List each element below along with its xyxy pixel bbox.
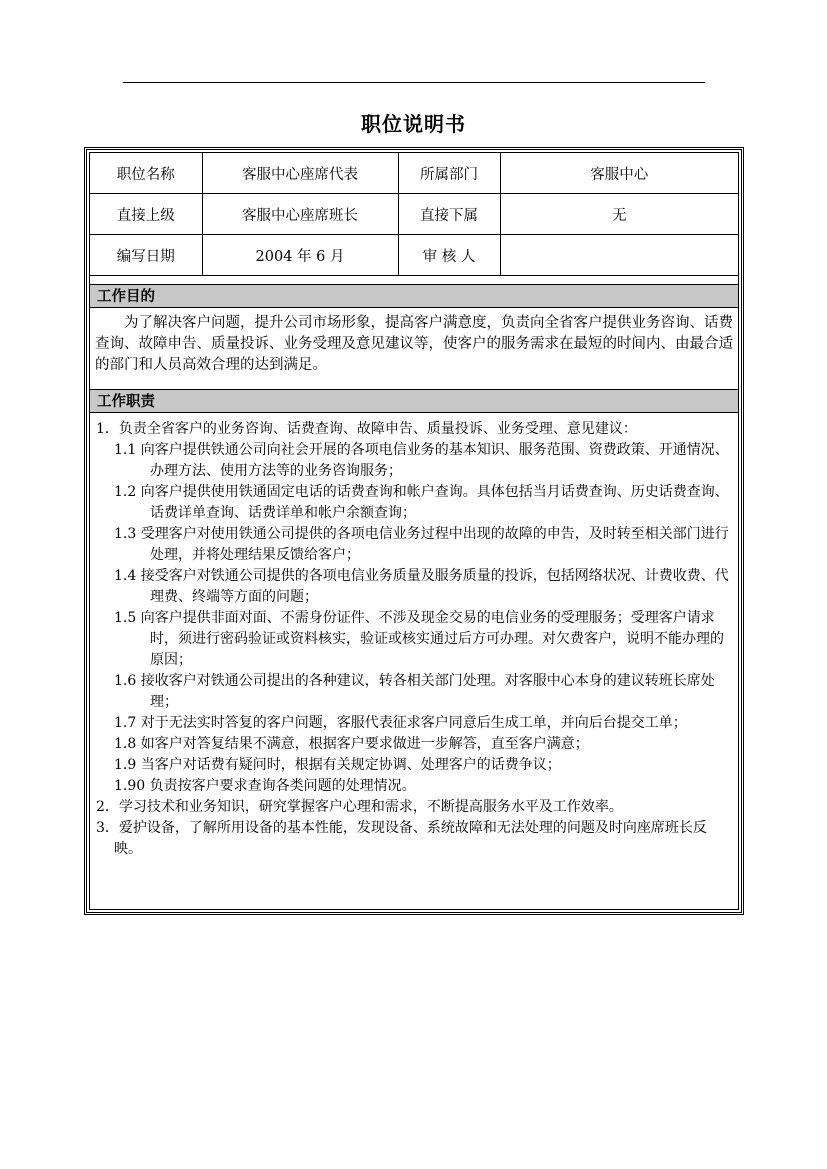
duty-item: 1.5 向客户提供非面对面、不需身份证件、不涉及现金交易的电信业务的受理服务；受理客户请求时，须进行密码验证或资料核实，验证或核实通过后方可办理。对欠费客户，说明不能办理的原因； <box>114 610 724 668</box>
purpose-heading: 工作目的 <box>90 284 738 308</box>
duty-item: 1.4 接受客户对铁通公司提供的各项电信业务质量及服务质量的投诉，包括网络状况、计费收费、代理费、终端等方面的问题； <box>114 568 729 605</box>
info-row-2 <box>90 194 738 235</box>
written-date-value: 2004 年 6 月 <box>202 235 398 276</box>
position-name-label: 职位名称 <box>90 153 202 194</box>
info-row-1 <box>90 153 738 194</box>
direct-superior-label: 直接上级 <box>90 194 202 235</box>
duty-item: 1.7 对于无法实时答复的客户问题，客服代表征求客户同意后生成工单，并向后台提交工单； <box>114 715 687 731</box>
direct-superior-value: 客服中心座席班长 <box>202 194 398 235</box>
duty-item: 1．负责全省客户的业务咨询、话费查询、故障申告、质量投诉、业务受理、意见建议： <box>96 421 637 437</box>
reviewer-value <box>500 235 738 276</box>
position-name-value: 客服中心座席代表 <box>202 153 398 194</box>
duty-item: 1.9 当客户对话费有疑问时，根据有关规定协调、处理客户的话费争议； <box>114 757 561 773</box>
duty-item: 1.6 接收客户对铁通公司提出的各种建议，转各相关部门处理。对客服中心本身的建议转班长席处理； <box>114 673 715 710</box>
frame-inner-border <box>89 152 739 910</box>
department-label: 所属部门 <box>398 153 500 194</box>
purpose-text: 为了解决客户问题，提升公司市场形象，提高客户满意度，负责向全省客户提供业务咨询、话费查询、故障申告、质量投诉、业务受理及意见建议等，使客户的服务需求在最短的时间内、由最合适的部门和人员高效合理的达到满足。 <box>95 315 733 373</box>
direct-subordinate-value: 无 <box>500 194 738 235</box>
header-rule <box>123 82 705 83</box>
duties-heading: 工作职责 <box>90 389 738 413</box>
job-description-frame <box>84 147 744 915</box>
duty-item: 1.3 受理客户对使用铁通公司提供的各项电信业务过程中出现的故障的申告，及时转至相关部门进行处理，并将处理结果反馈给客户； <box>114 526 729 563</box>
info-row-3 <box>90 235 738 276</box>
direct-subordinate-label: 直接下属 <box>398 194 500 235</box>
duty-item: 1.90 负责按客户要求查询各类问题的处理情况。 <box>114 778 416 794</box>
duty-item: 1.8 如客户对答复结果不满意，根据客户要求做进一步解答，直至客户满意； <box>114 736 589 752</box>
info-table <box>90 153 738 276</box>
duties-list <box>96 419 733 860</box>
document-title: 职位说明书 <box>361 112 466 136</box>
department-value: 客服中心 <box>500 153 738 194</box>
duty-item: 3．爱护设备，了解所用设备的基本性能，发现设备、系统故障和无法处理的问题及时向座席班长反映。 <box>96 820 707 857</box>
duty-item: 2．学习技术和业务知识，研究掌握客户心理和需求，不断提高服务水平及工作效率。 <box>96 799 623 815</box>
written-date-label: 编写日期 <box>90 235 202 276</box>
duty-item: 1.2 向客户提供使用铁通固定电话的话费查询和帐户查询。具体包括当月话费查询、历史话费查询、话费详单查询、话费详单和帐户余额查询； <box>114 484 729 521</box>
reviewer-label: 审 核 人 <box>398 235 500 276</box>
duty-item: 1.1 向客户提供铁通公司向社会开展的各项电信业务的基本知识、服务范围、资费政策、开通情况、办理方法、使用方法等的业务咨询服务； <box>114 442 729 479</box>
